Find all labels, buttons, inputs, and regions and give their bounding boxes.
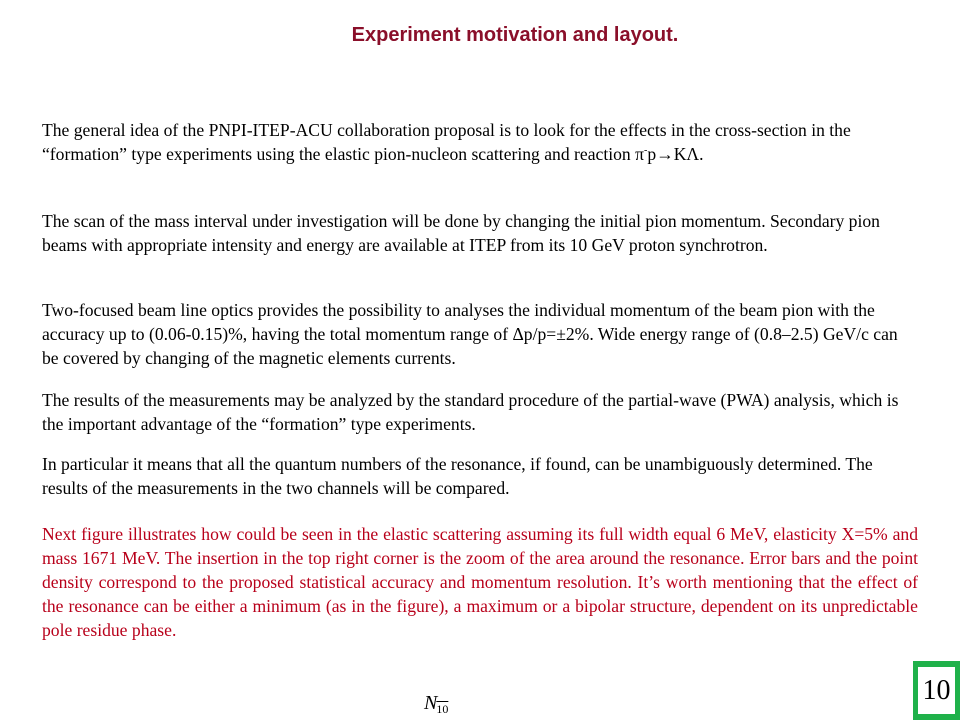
n10-symbol	[424, 692, 449, 715]
reaction-formula: p→KΛ.	[647, 144, 704, 164]
page-number-badge	[913, 661, 960, 720]
minus-superscript: -	[643, 145, 648, 157]
n10-subscript: 10	[436, 702, 449, 716]
paragraph-quantum-numbers: In particular it means that all the quantum numbers of the resonance, if found, can be unambiguously determined. The results of the measurements in the two channels will be compared.	[42, 454, 873, 498]
page-number: 10	[918, 667, 955, 714]
paragraph-beam-optics: Two-focused beam line optics provides the possibility to analyses the individual momentum of the beam pion with the accuracy up to (0.06-0.15)%, having the total momentum range of Δp/p=±2%. Wide energy range of (0.8–2.5) GeV/c can be covered by changing of the magnetic elements currents.	[42, 300, 898, 368]
pi-symbol: π	[635, 144, 644, 164]
paragraph-general-idea-text: The general idea of the PNPI-ITEP-ACU collaboration proposal is to look for the effects in the cross-section in the “formation” type experiments using the elastic pion-nucleon scattering and reaction	[42, 120, 851, 164]
paragraph-figure-description: Next figure illustrates how could be seen in the elastic scattering assuming its full width equal 6 MeV, elasticity X=5% and mass 1671 MeV. The insertion in the top right corner is the zoom of the area around the resonance. Error bars and the point density correspond to the proposed statistical accuracy and momentum resolution. It’s worth mentioning that the effect of the resonance can be either a minimum (as in the figure), a maximum or a bipolar structure, dependent on its unpredictable pole residue phase.	[42, 524, 918, 640]
slide-title: Experiment motivation and layout.	[351, 24, 679, 46]
paragraph-mass-scan: The scan of the mass interval under investigation will be done by changing the initial pion momentum. Secondary pion beams with appropriate intensity and energy are available at ITEP from its 10 GeV proton synchrotron.	[42, 211, 880, 255]
n10-letter: N	[424, 692, 438, 714]
paragraph-general-idea	[42, 118, 918, 166]
paragraph-pwa-analysis: The results of the measurements may be analyzed by the standard procedure of the partial-wave (PWA) analysis, which is the important advantage of the “formation” type experiments.	[42, 390, 899, 434]
